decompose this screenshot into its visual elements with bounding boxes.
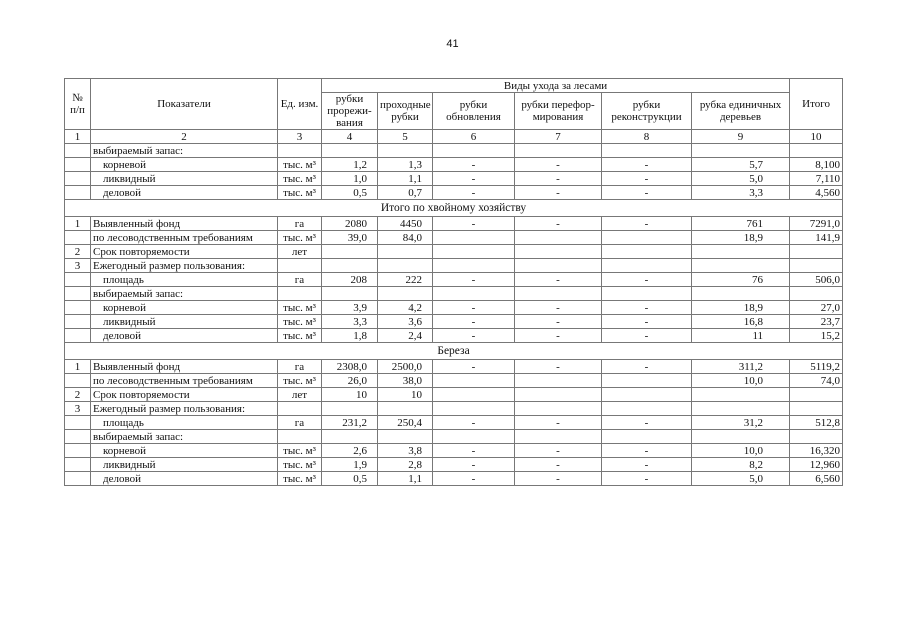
cell-col-5 <box>378 259 433 273</box>
cell-col-5: 2,4 <box>378 329 433 343</box>
cell-col-5: 222 <box>378 273 433 287</box>
column-number: 6 <box>433 130 515 144</box>
cell-col-10 <box>790 287 843 301</box>
cell-col-8: - <box>602 329 692 343</box>
row-label: по лесоводственным требованиям <box>91 374 278 388</box>
cell-col-8 <box>602 231 692 245</box>
cell-col-5: 10 <box>378 388 433 402</box>
header-unit: Ед. изм. <box>278 79 322 130</box>
cell-col-4: 3,3 <box>322 315 378 329</box>
cell-col-7 <box>515 287 602 301</box>
cell-col-4 <box>322 259 378 273</box>
cell-col-7 <box>515 245 602 259</box>
row-number <box>65 329 91 343</box>
row-unit: тыс. м³ <box>278 231 322 245</box>
cell-col-8: - <box>602 315 692 329</box>
cell-col-9: 5,0 <box>692 172 790 186</box>
cell-col-7: - <box>515 329 602 343</box>
table-row <box>65 231 843 245</box>
row-number: 3 <box>65 402 91 416</box>
row-label: Ежегодный размер пользования: <box>91 259 278 273</box>
row-number <box>65 374 91 388</box>
cell-col-10: 27,0 <box>790 301 843 315</box>
row-label: выбираемый запас: <box>91 287 278 301</box>
cell-col-4: 0,5 <box>322 472 378 486</box>
cell-col-5: 2,8 <box>378 458 433 472</box>
cell-col-10: 15,2 <box>790 329 843 343</box>
cell-col-10: 5119,2 <box>790 360 843 374</box>
cell-col-7 <box>515 430 602 444</box>
row-number <box>65 287 91 301</box>
cell-col-4 <box>322 287 378 301</box>
table-row <box>65 472 843 486</box>
cell-col-10: 512,8 <box>790 416 843 430</box>
row-unit: лет <box>278 388 322 402</box>
header-indicator: Показатели <box>91 79 278 130</box>
row-unit <box>278 144 322 158</box>
cell-col-6 <box>433 402 515 416</box>
cell-col-7: - <box>515 172 602 186</box>
cell-col-9 <box>692 388 790 402</box>
cell-col-4: 231,2 <box>322 416 378 430</box>
row-number <box>65 172 91 186</box>
cell-col-10 <box>790 144 843 158</box>
table-row <box>65 458 843 472</box>
row-number <box>65 315 91 329</box>
cell-col-8 <box>602 402 692 416</box>
cell-col-7 <box>515 402 602 416</box>
cell-col-8: - <box>602 186 692 200</box>
row-number <box>65 158 91 172</box>
table-row <box>65 172 843 186</box>
cell-col-4: 1,8 <box>322 329 378 343</box>
table-row <box>65 388 843 402</box>
cell-col-6 <box>433 231 515 245</box>
cell-col-4 <box>322 402 378 416</box>
row-number: 2 <box>65 245 91 259</box>
cell-col-9 <box>692 402 790 416</box>
table-row <box>65 301 843 315</box>
table-row <box>65 374 843 388</box>
cell-col-10: 16,320 <box>790 444 843 458</box>
cell-col-8: - <box>602 416 692 430</box>
cell-col-9 <box>692 259 790 273</box>
cell-col-7: - <box>515 444 602 458</box>
row-label: выбираемый запас: <box>91 430 278 444</box>
cell-col-8: - <box>602 458 692 472</box>
cell-col-9: 5,7 <box>692 158 790 172</box>
cell-col-6 <box>433 430 515 444</box>
header-group: Виды ухода за лесами <box>322 79 790 93</box>
cell-col-8 <box>602 430 692 444</box>
cell-col-6: - <box>433 360 515 374</box>
row-unit: га <box>278 217 322 231</box>
row-unit: га <box>278 416 322 430</box>
header-col-6: рубки обновления <box>433 93 515 130</box>
cell-col-4: 208 <box>322 273 378 287</box>
cell-col-9: 5,0 <box>692 472 790 486</box>
row-label: площадь <box>91 273 278 287</box>
cell-col-9: 76 <box>692 273 790 287</box>
cell-col-8: - <box>602 158 692 172</box>
row-label: Ежегодный размер пользования: <box>91 402 278 416</box>
cell-col-10 <box>790 259 843 273</box>
section-title: Береза <box>65 343 843 360</box>
row-unit <box>278 259 322 273</box>
cell-col-4 <box>322 144 378 158</box>
cell-col-7: - <box>515 360 602 374</box>
row-unit <box>278 287 322 301</box>
row-number <box>65 430 91 444</box>
row-unit: тыс. м³ <box>278 158 322 172</box>
cell-col-6: - <box>433 458 515 472</box>
row-label: ликвидный <box>91 172 278 186</box>
header-total: Итого <box>790 79 843 130</box>
cell-col-10 <box>790 430 843 444</box>
cell-col-5: 4450 <box>378 217 433 231</box>
row-unit: тыс. м³ <box>278 186 322 200</box>
cell-col-6 <box>433 374 515 388</box>
column-number: 5 <box>378 130 433 144</box>
header-col-4: рубки прорежи-вания <box>322 93 378 130</box>
cell-col-7: - <box>515 315 602 329</box>
cell-col-9: 10,0 <box>692 374 790 388</box>
cell-col-5 <box>378 144 433 158</box>
cell-col-9: 761 <box>692 217 790 231</box>
row-label: ликвидный <box>91 315 278 329</box>
cell-col-7: - <box>515 472 602 486</box>
row-number <box>65 301 91 315</box>
cell-col-7 <box>515 374 602 388</box>
cell-col-8 <box>602 287 692 301</box>
table-row <box>65 416 843 430</box>
row-unit: га <box>278 273 322 287</box>
cell-col-6: - <box>433 186 515 200</box>
table-row <box>65 287 843 301</box>
cell-col-5 <box>378 245 433 259</box>
cell-col-5: 0,7 <box>378 186 433 200</box>
cell-col-7 <box>515 388 602 402</box>
table-row <box>65 444 843 458</box>
cell-col-4: 0,5 <box>322 186 378 200</box>
row-number <box>65 416 91 430</box>
row-number <box>65 444 91 458</box>
row-label: ликвидный <box>91 458 278 472</box>
cell-col-10: 23,7 <box>790 315 843 329</box>
column-number: 4 <box>322 130 378 144</box>
row-number <box>65 231 91 245</box>
row-number: 1 <box>65 217 91 231</box>
row-label: корневой <box>91 301 278 315</box>
row-unit: лет <box>278 245 322 259</box>
forest-care-table <box>64 78 843 486</box>
cell-col-4 <box>322 430 378 444</box>
row-label: деловой <box>91 329 278 343</box>
cell-col-6: - <box>433 217 515 231</box>
cell-col-6: - <box>433 444 515 458</box>
section-title: Итого по хвойному хозяйству <box>65 200 843 217</box>
cell-col-6: - <box>433 158 515 172</box>
table-row <box>65 315 843 329</box>
table-row <box>65 186 843 200</box>
table-row <box>65 144 843 158</box>
cell-col-9 <box>692 287 790 301</box>
cell-col-4: 2080 <box>322 217 378 231</box>
row-unit <box>278 402 322 416</box>
header-col-5: проходные рубки <box>378 93 433 130</box>
table-row <box>65 430 843 444</box>
cell-col-4: 39,0 <box>322 231 378 245</box>
row-unit: тыс. м³ <box>278 458 322 472</box>
header-num: № п/п <box>65 79 91 130</box>
cell-col-6 <box>433 287 515 301</box>
cell-col-7: - <box>515 273 602 287</box>
cell-col-9: 8,2 <box>692 458 790 472</box>
cell-col-4: 3,9 <box>322 301 378 315</box>
row-unit: тыс. м³ <box>278 444 322 458</box>
row-number: 1 <box>65 360 91 374</box>
cell-col-8 <box>602 259 692 273</box>
cell-col-7: - <box>515 458 602 472</box>
cell-col-9: 18,9 <box>692 231 790 245</box>
row-unit: тыс. м³ <box>278 301 322 315</box>
table-row <box>65 158 843 172</box>
cell-col-8: - <box>602 444 692 458</box>
cell-col-8: - <box>602 472 692 486</box>
cell-col-4: 2,6 <box>322 444 378 458</box>
cell-col-6: - <box>433 172 515 186</box>
cell-col-6: - <box>433 315 515 329</box>
cell-col-6: - <box>433 329 515 343</box>
table-row <box>65 402 843 416</box>
row-number: 2 <box>65 388 91 402</box>
cell-col-5 <box>378 430 433 444</box>
cell-col-8 <box>602 374 692 388</box>
cell-col-5: 1,1 <box>378 172 433 186</box>
cell-col-9 <box>692 144 790 158</box>
header-col-8: рубки реконструкции <box>602 93 692 130</box>
row-unit: тыс. м³ <box>278 315 322 329</box>
row-label: Срок повторяемости <box>91 388 278 402</box>
row-label: Срок повторяемости <box>91 245 278 259</box>
cell-col-5: 1,1 <box>378 472 433 486</box>
header-col-7: рубки перефор-мирования <box>515 93 602 130</box>
cell-col-8: - <box>602 360 692 374</box>
cell-col-8: - <box>602 172 692 186</box>
row-number <box>65 144 91 158</box>
row-unit: га <box>278 360 322 374</box>
cell-col-6 <box>433 144 515 158</box>
cell-col-4 <box>322 245 378 259</box>
cell-col-9 <box>692 430 790 444</box>
cell-col-5: 4,2 <box>378 301 433 315</box>
cell-col-9: 311,2 <box>692 360 790 374</box>
cell-col-5: 1,3 <box>378 158 433 172</box>
column-number: 1 <box>65 130 91 144</box>
row-label: Выявленный фонд <box>91 217 278 231</box>
cell-col-6: - <box>433 472 515 486</box>
row-unit: тыс. м³ <box>278 374 322 388</box>
row-number <box>65 472 91 486</box>
cell-col-9: 3,3 <box>692 186 790 200</box>
cell-col-9: 11 <box>692 329 790 343</box>
column-number: 8 <box>602 130 692 144</box>
page-number: 41 <box>446 38 459 50</box>
cell-col-4: 1,9 <box>322 458 378 472</box>
cell-col-5: 38,0 <box>378 374 433 388</box>
cell-col-10 <box>790 245 843 259</box>
column-number: 9 <box>692 130 790 144</box>
cell-col-9: 10,0 <box>692 444 790 458</box>
cell-col-5: 2500,0 <box>378 360 433 374</box>
table-row <box>65 245 843 259</box>
table-row <box>65 360 843 374</box>
cell-col-7 <box>515 259 602 273</box>
cell-col-10: 506,0 <box>790 273 843 287</box>
row-number <box>65 186 91 200</box>
cell-col-10 <box>790 402 843 416</box>
cell-col-9 <box>692 245 790 259</box>
row-label: Выявленный фонд <box>91 360 278 374</box>
cell-col-6 <box>433 388 515 402</box>
cell-col-8: - <box>602 273 692 287</box>
row-unit: тыс. м³ <box>278 472 322 486</box>
cell-col-8: - <box>602 217 692 231</box>
cell-col-6 <box>433 259 515 273</box>
cell-col-9: 16,8 <box>692 315 790 329</box>
row-unit: тыс. м³ <box>278 329 322 343</box>
cell-col-10: 8,100 <box>790 158 843 172</box>
cell-col-6: - <box>433 416 515 430</box>
cell-col-7: - <box>515 301 602 315</box>
cell-col-10: 4,560 <box>790 186 843 200</box>
row-unit: тыс. м³ <box>278 172 322 186</box>
cell-col-8 <box>602 144 692 158</box>
row-number <box>65 273 91 287</box>
cell-col-10: 7291,0 <box>790 217 843 231</box>
cell-col-10: 141,9 <box>790 231 843 245</box>
table-row <box>65 217 843 231</box>
cell-col-6: - <box>433 273 515 287</box>
cell-col-4: 10 <box>322 388 378 402</box>
column-number: 3 <box>278 130 322 144</box>
row-label: по лесоводственным требованиям <box>91 231 278 245</box>
column-number: 10 <box>790 130 843 144</box>
cell-col-5: 3,6 <box>378 315 433 329</box>
section-row <box>65 200 843 217</box>
cell-col-8: - <box>602 301 692 315</box>
cell-col-7 <box>515 231 602 245</box>
cell-col-8 <box>602 388 692 402</box>
table-row <box>65 329 843 343</box>
cell-col-10: 74,0 <box>790 374 843 388</box>
row-label: площадь <box>91 416 278 430</box>
cell-col-8 <box>602 245 692 259</box>
cell-col-6 <box>433 245 515 259</box>
cell-col-4: 1,2 <box>322 158 378 172</box>
cell-col-6: - <box>433 301 515 315</box>
cell-col-5: 3,8 <box>378 444 433 458</box>
row-label: корневой <box>91 158 278 172</box>
row-label: деловой <box>91 472 278 486</box>
section-row <box>65 343 843 360</box>
cell-col-4: 1,0 <box>322 172 378 186</box>
cell-col-10 <box>790 388 843 402</box>
row-number <box>65 458 91 472</box>
cell-col-10: 12,960 <box>790 458 843 472</box>
row-label: выбираемый запас: <box>91 144 278 158</box>
row-label: корневой <box>91 444 278 458</box>
cell-col-5 <box>378 287 433 301</box>
column-number: 2 <box>91 130 278 144</box>
cell-col-10: 6,560 <box>790 472 843 486</box>
cell-col-9: 31,2 <box>692 416 790 430</box>
table-row <box>65 273 843 287</box>
cell-col-7: - <box>515 158 602 172</box>
cell-col-9: 18,9 <box>692 301 790 315</box>
table-row <box>65 259 843 273</box>
header-col-9: рубка единичных деревьев <box>692 93 790 130</box>
column-number: 7 <box>515 130 602 144</box>
cell-col-4: 2308,0 <box>322 360 378 374</box>
cell-col-5: 250,4 <box>378 416 433 430</box>
cell-col-7: - <box>515 186 602 200</box>
row-label: деловой <box>91 186 278 200</box>
cell-col-7: - <box>515 217 602 231</box>
cell-col-4: 26,0 <box>322 374 378 388</box>
cell-col-7: - <box>515 416 602 430</box>
cell-col-5 <box>378 402 433 416</box>
cell-col-10: 7,110 <box>790 172 843 186</box>
cell-col-5: 84,0 <box>378 231 433 245</box>
row-number: 3 <box>65 259 91 273</box>
row-unit <box>278 430 322 444</box>
cell-col-7 <box>515 144 602 158</box>
